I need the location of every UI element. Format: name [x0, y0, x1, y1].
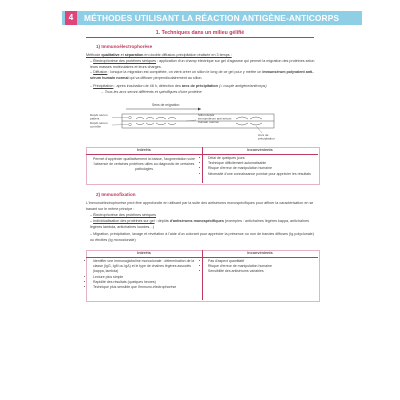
table-2-interets-cell [87, 259, 200, 290]
s1-step-3-text-2: (= couple antigène/anticorps) [217, 84, 267, 88]
s1-intro-1: Méthode [86, 53, 102, 57]
diagram-label-sillon: Sillon dépôt immunsérum anti-sérum humain normal [198, 113, 232, 124]
table-2-inconvenients-cell [202, 259, 316, 275]
s1-step-2-bold: immunsérum polyvalent anti-sérum humain normal [90, 70, 314, 80]
migration-arrowhead [198, 108, 201, 111]
s1-step-3-text-1: : après incubation de 48 h, détection des [113, 84, 182, 88]
subsection-title-immunoelectrophorese: 1) Immunoélectrophorèse [96, 44, 153, 49]
s1-step-2: – Diffusion : lorsque la migration est complétée, on vient créer un sillon le long de ce gel pour y mettre un immunsérum polyvalent anti-sérum humain normal qui va diffuser perpendiculairement au sillon. [90, 70, 314, 80]
s2-step-3: – Migration, précipitation, lavage et révélation à l'aide d'un colorant pour apprécier la présence ou non de bandes diffuses (Ig polyclonale) ou étroites (Ig monoclonale) [90, 232, 314, 242]
table-2-inconvenient-item: • Pas d'aspect quantitatif [208, 259, 316, 264]
s1-intro [86, 53, 318, 59]
table-2-header-inconvenients: Inconvénients [202, 250, 318, 258]
s1-step-2-text-1: : lorsque la migration est complétée, on vient créer un sillon le long de ce gel pour y mettre un [107, 70, 263, 74]
table-1-header-interets: Intérêts [86, 147, 202, 155]
s2-step-2: – Individualisation des protéines sur gel : dépôts d'antisérums monospécifiques (exemples : antichaînes légères kappa, antichaînes légères lambda, antichaînes lourdes…) [90, 219, 309, 229]
table-2-interet-item: • Lecture plus simple [93, 275, 200, 280]
diagram-label-arcs: Arcs de précipitation [258, 133, 275, 141]
subsection-title-immunofixation: 2) Immunofixation [96, 192, 136, 197]
s1-intro-3: en double diffusion-précipitation réalisée en 3 temps : [143, 53, 232, 57]
table-2-inconvenient-item: • Risque d'erreur de manipulation humaine [208, 264, 316, 269]
s2-intro: L'immunoélectrophorèse peut être approfondie en utilisant par la suite des antisérums monospécifiques pour affiner la caractérisation en se basant sur le même principe : [86, 201, 314, 211]
s1-step-1-text: : application d'un champ électrique sur gel d'agarose qui permet la migration des protéines selon leurs masses moléculaires et leurs charges. [90, 59, 315, 69]
table-1-interets-cell: Permet d'apprécier qualitativement la baisse, l'augmentation voire l'absence de certaines protéines utiles au diagnostic de certaines pathologies [93, 157, 195, 172]
table-2-interet-item: • Rapidité des résultats (quelques heures) [93, 280, 200, 285]
section-title: 1. Techniques dans un milieu gélifié [155, 30, 245, 36]
s1-intro-qualitative: qualitative [101, 53, 120, 57]
table-1-inconvenient-item: • Nécessité d'une connaissance pointue pour apprécier les résultats [208, 172, 316, 177]
s1-conclusion: → Tous les arcs seront différents et spécifiques d'une protéine [100, 90, 202, 94]
s1-step-1-label: Électrophorèse des protéines sériques [93, 59, 157, 63]
s1-intro-separation: séparation [124, 53, 144, 57]
s2-step-2-text-1: : dépôts [154, 219, 170, 223]
s2-step-1-label: Électrophorèse des protéines sériques [93, 213, 157, 217]
s1-step-3: – Précipitation : après incubation de 48 h, détection des arcs de précipitation (= couple antigène/anticorps) [90, 84, 267, 88]
diagram-label-sens: Sens de migration [152, 103, 180, 107]
chapter-title: MÉTHODES UTILISANT LA RÉACTION ANTIGÈNE-ANTICORPS [84, 13, 340, 23]
table-2-interet-item: • Technique plus sensible que l'immuno-électrophorèse [93, 285, 200, 290]
table-2-header-interets: Intérêts [86, 250, 202, 258]
s1-step-3-label: Précipitation [93, 84, 114, 88]
table-1-header-inconvenients: Inconvénients [202, 147, 318, 155]
table-2-interet-item: • Identifier une immunoglobuline monoclonale : détermination de la classe (IgG, IgM ou IgA) et le type de chaînes légères associés (kappa, lambda) [93, 259, 200, 275]
s1-step-2-label: Diffusion [93, 70, 108, 74]
chapter-number: 4 [65, 11, 77, 25]
s2-step-1: – Électrophorèse des protéines sériques [90, 213, 157, 217]
s1-intro-2: et [119, 53, 125, 57]
s2-step-2-label: Individualisation des protéines sur gel [93, 219, 155, 223]
diagram-label-depot-patient: Dépôt sérum patient [90, 113, 108, 121]
section-divider [86, 37, 314, 38]
table-2-divider [202, 250, 203, 300]
s2-step-3-text: Migration, précipitation, lavage et révélation à l'aide d'un colorant pour apprécier la présence ou non de bandes diffuses (Ig polyclonale) ou étroites (Ig monoclonale) [90, 232, 314, 242]
table-2-inconvenient-item: • Sensibilité des antisérums variables [208, 269, 316, 274]
s1-step-3-bold: arcs de précipitation [181, 84, 218, 88]
s1-step-2-text-2: qui va diffuser perpendiculairement au sillon. [128, 75, 203, 80]
table-1-inconvenient-item: • Technique difficilement automatisable [208, 161, 316, 166]
diagram-label-depot-controle: Dépôt sérum contrôle [90, 121, 108, 129]
table-1-inconvenient-item: • Délai de quelques jours [208, 156, 316, 161]
table-1-inconvenient-item: • Risque d'erreur de manipulation humaine [208, 166, 316, 171]
s2-step-2-bold: d'antisérums monospécifiques [169, 219, 224, 223]
s2-step-2-text-2: (exemples : antichaînes légères kappa, antichaînes légères lambda, antichaînes lourdes…) [90, 219, 309, 229]
s1-step-1: – Électrophorèse des protéines sériques : application d'un champ électrique sur gel d'agarose qui permet la migration des protéines selon leurs masses moléculaires et leurs charges. [90, 59, 315, 69]
table-1-inconvenients-cell [202, 156, 316, 177]
immunoelectrophoresis-diagram [86, 102, 316, 146]
